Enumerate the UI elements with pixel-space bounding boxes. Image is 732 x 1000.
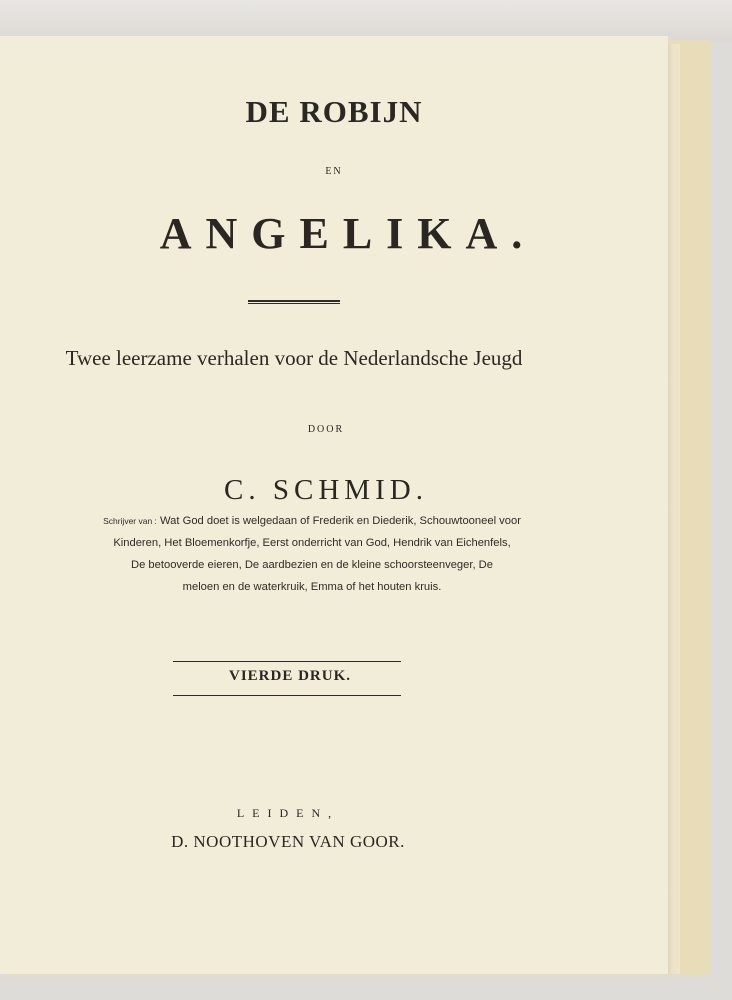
works-line-2: Kinderen, Het Bloemenkorfje, Eerst onderricht van God, Hendrik van Eichenfels, xyxy=(113,537,511,549)
works-label: Schrijver van : xyxy=(103,516,157,526)
imprint-city: LEIDEN, xyxy=(236,806,340,820)
other-works xyxy=(32,510,592,598)
by-line: DOOR xyxy=(307,424,345,435)
works-line-4: meloen en de waterkruik, Emma of het houten kruis. xyxy=(182,581,442,593)
imprint-publisher: D. NOOTHOVEN VAN GOOR. xyxy=(171,832,405,851)
edition: VIERDE DRUK. xyxy=(228,668,351,684)
author: C. SCHMID. xyxy=(224,474,428,506)
title-line-1: DE ROBIJN xyxy=(245,94,423,129)
works-line-3: De betooverde eieren, De aardbezien en de kleine schoorsteenveger, De xyxy=(131,559,493,571)
title-rule xyxy=(248,300,340,304)
title-line-2: ANGELIKA. xyxy=(159,209,537,258)
works-line-1: Wat God doet is welgedaan of Frederik en Diederik, Schouwtooneel voor xyxy=(160,515,521,527)
edition-rule-top xyxy=(173,661,401,662)
title-page xyxy=(0,36,668,974)
edition-rule-bottom xyxy=(173,695,401,696)
title-conjunction: EN xyxy=(325,166,343,177)
subtitle: Twee leerzame verhalen voor de Nederlandsche Jeugd xyxy=(65,346,523,370)
